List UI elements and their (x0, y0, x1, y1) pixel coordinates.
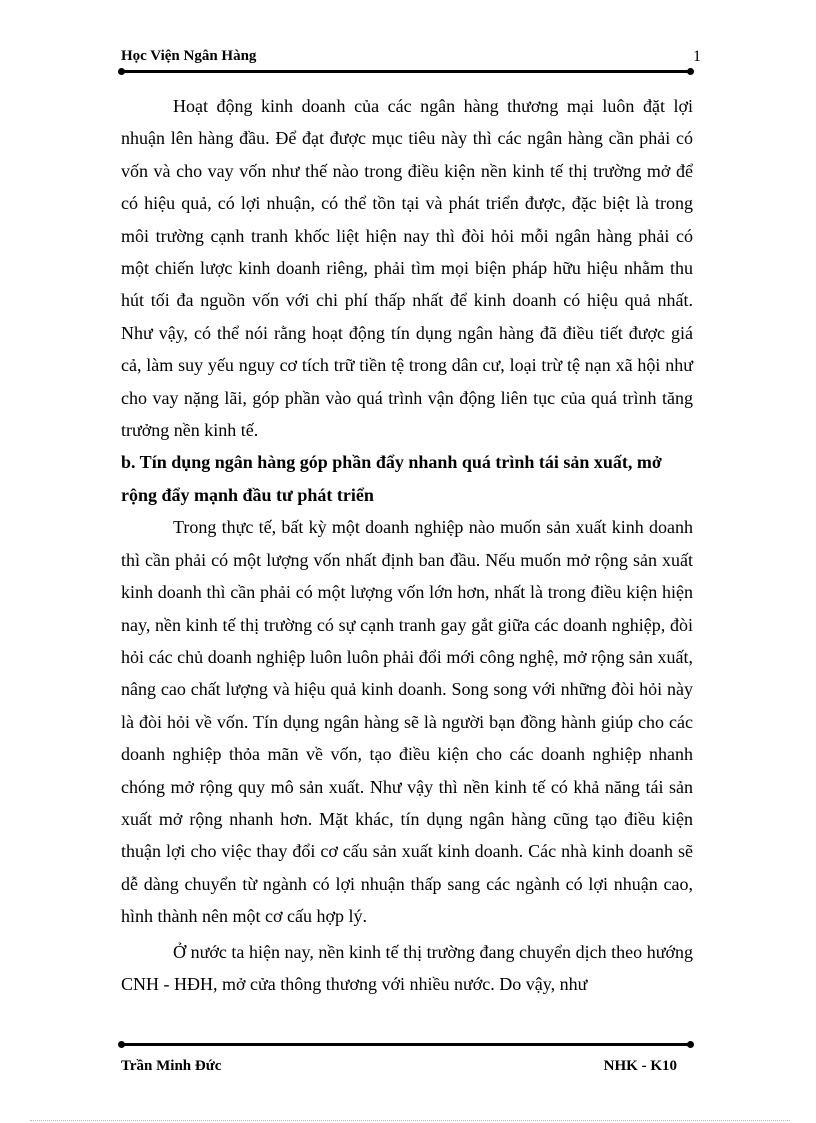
footer-class-code: NHK - K10 (603, 1058, 677, 1074)
paragraph-2: Trong thực tế, bất kỳ một doanh nghiệp nào muốn sản xuất kinh doanh thì cần phải có một lượng vốn nhất định ban đầu. Nếu muốn mở rộng sản xuất kinh doanh thì cần phải có một lượng vốn lớn hơn, nhất là trong điều kiện hiện nay, nền kinh tế thị trường có sự cạnh tranh gay gắt giữa các doanh nghiệp, đòi hỏi các chủ doanh nghiệp luôn luôn phải đổi mới công nghệ, mở rộng sản xuất, nâng cao chất lượng và hiệu quả kinh doanh. Song song với những đòi hỏi này là đòi hỏi về vốn. Tín dụng ngân hàng sẽ là người bạn đồng hành giúp cho các doanh nghiệp thỏa mãn về vốn, tạo điều kiện cho các doanh nghiệp nhanh chóng mở rộng quy mô sản xuất. Như vậy thì nền kinh tế có khả năng tái sản xuất mở rộng nhanh hơn. Mặt khác, tín dụng ngân hàng cũng tạo điều kiện thuận lợi cho việc thay đổi cơ cấu sản xuất kinh doanh. Các nhà kinh doanh sẽ dễ dàng chuyển từ ngành có lợi nhuận thấp sang các ngành có lợi nhuận cao, hình thành nên một cơ cấu hợp lý. (121, 517, 693, 927)
document-body (121, 90, 693, 1000)
page-header (121, 48, 701, 68)
header-divider (121, 70, 691, 73)
page-number: 1 (693, 48, 701, 65)
page-bottom-dotted-line (30, 1120, 790, 1121)
section-heading-b: b. Tín dụng ngân hàng góp phần đẩy nhanh quá trình tái sản xuất, mở rộng đẩy mạnh đầu tư phát triển (121, 452, 662, 505)
paragraph-3: Ở nước ta hiện nay, nền kinh tế thị trường đang chuyển dịch theo hướng CNH - HĐH, mở cửa thông thương với nhiều nước. Do vậy, như (121, 941, 693, 994)
header-title: Học Viện Ngân Hàng (121, 48, 257, 64)
footer-author: Trần Minh Đức (121, 1058, 222, 1074)
footer-divider (121, 1043, 691, 1046)
page-footer (121, 1058, 691, 1080)
paragraph-1: Hoạt động kinh doanh của các ngân hàng thương mại luôn đặt lợi nhuận lên hàng đầu. Để đạt được mục tiêu này thì các ngân hàng cần phải có vốn và cho vay vốn như thế nào trong điều kiện nền kinh tế thị trường mở để có hiệu quả, có lợi nhuận, có thể tồn tại và phát triển được, đặc biệt là trong môi trường cạnh tranh khốc liệt hiện nay thì đòi hỏi mỗi ngân hàng phải có một chiến lược kinh doanh riêng, phải tìm mọi biện pháp hữu hiệu nhằm thu hút tối đa nguồn vốn với chi phí thấp nhất để kinh doanh có hiệu quả nhất. Như vậy, có thể nói rằng hoạt động tín dụng ngân hàng đã điều tiết được giá cả, làm suy yếu nguy cơ tích trữ tiền tệ trong dân cư, loại trừ tệ nạn xã hội như cho vay nặng lãi, góp phần vào quá trình vận động liên tục của quá trình tăng trưởng nền kinh tế. (121, 96, 693, 441)
